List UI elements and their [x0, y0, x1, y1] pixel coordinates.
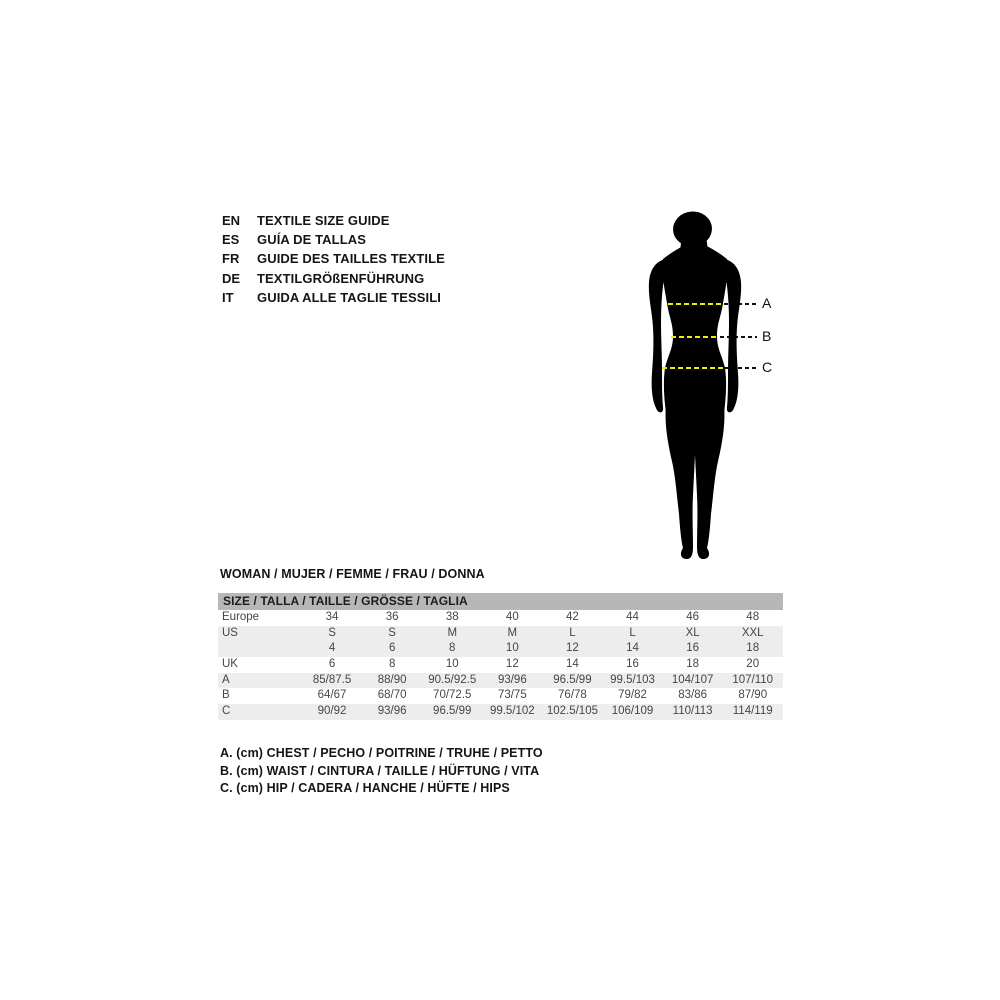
- table-cell: 76/78: [558, 689, 587, 702]
- table-cell: 4: [328, 642, 336, 655]
- table-cell: 90.5/92.5: [428, 673, 477, 686]
- table-cell: 12: [566, 642, 579, 655]
- language-code: IT: [222, 289, 234, 305]
- table-cell: 16: [626, 658, 639, 671]
- table-cell: 14: [626, 642, 639, 655]
- table-cell: 96.5/99: [553, 673, 592, 686]
- language-label: GUÍA DE TALLAS: [257, 232, 367, 248]
- language-code: DE: [222, 270, 241, 286]
- table-cell: 8: [449, 642, 456, 655]
- table-cell: 64/67: [317, 689, 347, 702]
- table-cell: 10: [445, 658, 459, 671]
- table-cell: 16: [686, 642, 699, 655]
- table-cell: 99.5/103: [610, 673, 655, 686]
- size-table-rows: [218, 610, 783, 720]
- size-table: [218, 593, 783, 720]
- body-dash-line-a: [668, 303, 722, 305]
- measure-label-c: C: [762, 358, 773, 375]
- footnote-c: C. (cm) HIP / CADERA / HANCHE / HÜFTE / HIPS: [220, 781, 510, 796]
- table-row: [218, 626, 783, 642]
- language-row-it: [222, 288, 445, 307]
- table-title: WOMAN / MUJER / FEMME / FRAU / DONNA: [220, 567, 485, 581]
- table-cell: 93/96: [377, 705, 407, 718]
- row-label: UK: [222, 658, 238, 671]
- body-dash-line-c: [662, 367, 723, 369]
- table-cell: 38: [445, 611, 459, 623]
- table-row: [218, 688, 783, 704]
- table-cell: 114/119: [732, 705, 773, 718]
- table-row: [218, 610, 783, 626]
- woman-silhouette: [645, 207, 755, 564]
- table-cell: 107/110: [732, 673, 774, 686]
- table-cell: 104/107: [671, 673, 714, 686]
- language-row-de: [222, 269, 445, 288]
- table-cell: 99.5/102: [489, 705, 535, 718]
- table-cell: M: [507, 626, 518, 639]
- table-cell: 90/92: [317, 705, 347, 718]
- measure-label-b: B: [762, 327, 772, 344]
- table-cell: 36: [385, 611, 399, 623]
- row-label: C: [222, 705, 231, 718]
- table-cell: 96.5/99: [433, 705, 472, 718]
- table-cell: 70/72.5: [433, 689, 472, 702]
- size-table-header: SIZE / TALLA / TAILLE / GRÖSSE / TAGLIA: [218, 593, 783, 610]
- table-cell: XXL: [741, 626, 764, 639]
- woman-silhouette-figure: [645, 207, 755, 564]
- table-row: [218, 657, 783, 673]
- language-guide-list: [222, 211, 445, 307]
- table-cell: 10: [505, 642, 519, 655]
- table-cell: 87/90: [738, 689, 768, 702]
- language-label: GUIDA ALLE TAGLIE TESSILI: [257, 289, 442, 305]
- language-row-es: [222, 230, 445, 249]
- language-label: GUIDE DES TAILLES TEXTILE: [257, 251, 445, 267]
- language-label: TEXTILE SIZE GUIDE: [257, 213, 390, 229]
- row-label: [218, 641, 302, 657]
- row-label: US: [222, 626, 238, 639]
- table-cell: 73/75: [497, 689, 527, 702]
- table-cell: M: [447, 626, 458, 639]
- table-cell: 6: [328, 658, 336, 671]
- table-cell: L: [629, 626, 636, 639]
- table-cell: 34: [325, 611, 339, 623]
- measure-label-a: A: [762, 295, 772, 311]
- table-cell: 40: [505, 611, 519, 623]
- table-cell: 102.5/105: [546, 705, 598, 718]
- table-row: [218, 673, 783, 689]
- table-cell: 42: [566, 611, 579, 623]
- table-row: [218, 704, 783, 720]
- table-cell: 46: [686, 611, 699, 623]
- table-cell: 6: [388, 642, 396, 655]
- table-cell: 20: [746, 658, 760, 671]
- table-cell: 12: [505, 658, 519, 671]
- table-cell: 48: [746, 611, 760, 623]
- language-code: EN: [222, 213, 241, 229]
- language-row-fr: [222, 249, 445, 268]
- table-cell: 85/87.5: [312, 673, 352, 686]
- table-cell: 18: [686, 658, 699, 671]
- table-cell: 106/109: [611, 705, 654, 718]
- table-cell: L: [569, 626, 576, 639]
- table-cell: S: [328, 626, 336, 639]
- language-row-en: [222, 211, 445, 230]
- body-dash-line-b: [671, 336, 718, 338]
- table-cell: 14: [566, 658, 579, 671]
- table-cell: S: [388, 626, 396, 639]
- measurement-footnotes: [220, 745, 543, 798]
- table-cell: 83/86: [678, 689, 707, 702]
- table-cell: 8: [388, 658, 396, 671]
- language-code: FR: [222, 251, 240, 267]
- language-code: ES: [222, 232, 240, 248]
- table-cell: XL: [685, 626, 700, 639]
- footnote-b: B. (cm) WAIST / CINTURA / TAILLE / HÜFTUNG / VITA: [220, 763, 540, 778]
- row-label: A: [222, 673, 230, 686]
- table-cell: 110/113: [672, 705, 713, 718]
- table-cell: 93/96: [497, 673, 527, 686]
- row-label: Europe: [222, 611, 260, 623]
- language-label: TEXTILGRÖßENFÜHRUNG: [257, 270, 425, 286]
- table-cell: 79/82: [618, 689, 647, 702]
- row-label: B: [222, 689, 230, 702]
- table-cell: 44: [626, 611, 639, 623]
- table-cell: 68/70: [377, 689, 407, 702]
- table-cell: 88/90: [377, 673, 407, 686]
- table-cell: 18: [746, 642, 760, 655]
- footnote-a: A. (cm) CHEST / PECHO / POITRINE / TRUHE / PETTO: [220, 746, 543, 760]
- table-row: [218, 641, 783, 657]
